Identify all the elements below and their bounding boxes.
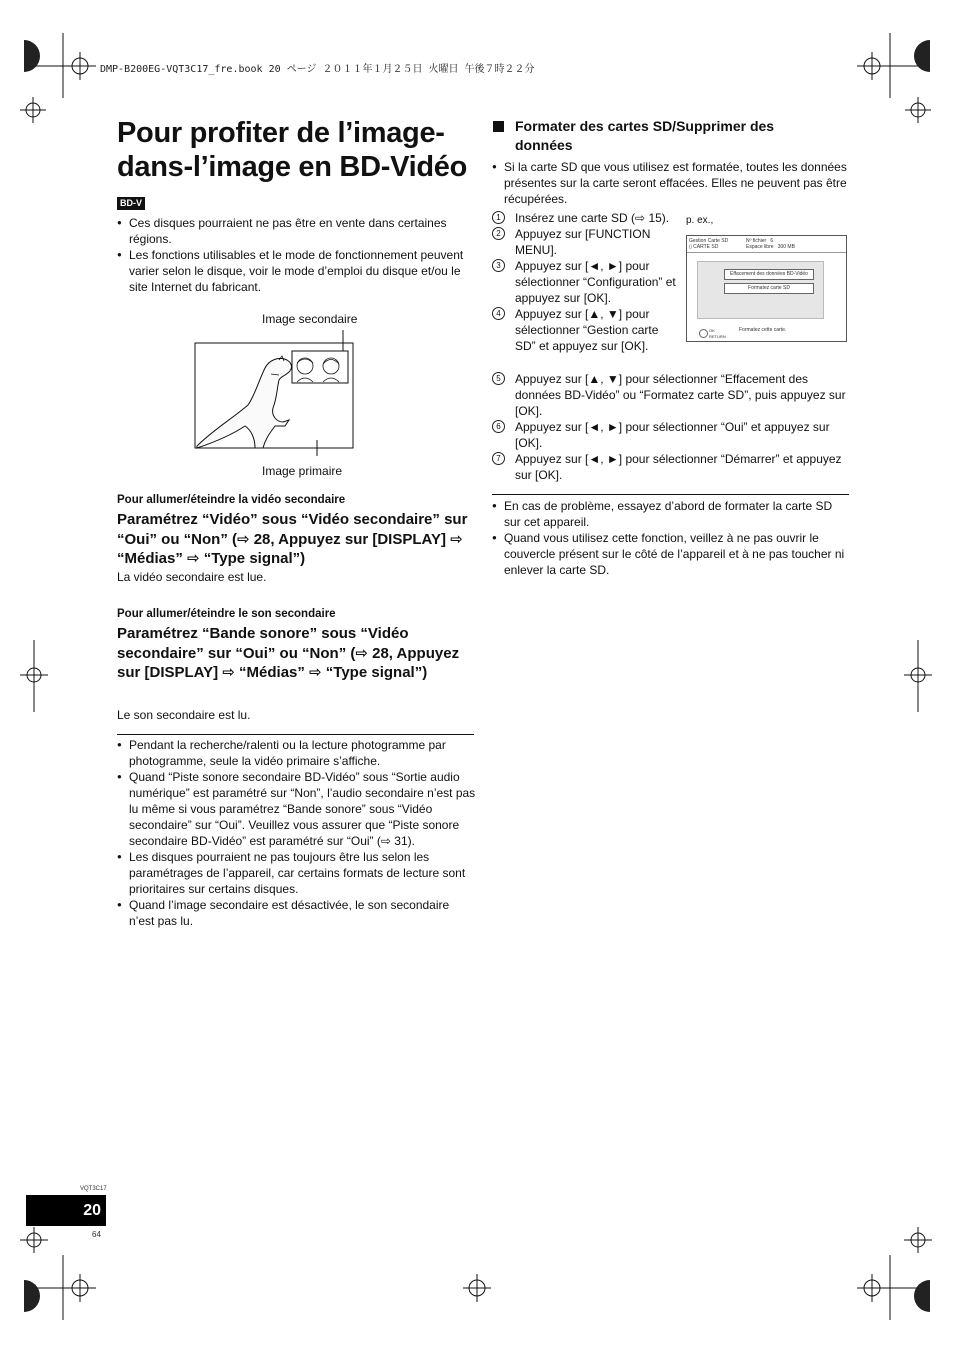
list-item: ● Quand “Piste sonore secondaire BD-Vidéo” sous “Sortie audio numérique” est paramétré sur “Non”, l’audio secondaire n’est pas lu même si vous paramétrez “Bande sonore” sous “Vidéo secondaire” sur “Oui”. Veuillez vous assurer que “Piste sonore secondaire BD-Vidéo” est paramétré sur “Oui” (⇨ 31). bbox=[117, 769, 477, 849]
list-item: ● Si la carte SD que vous utilisez est formatée, toutes les données présentes sur la carte seront effacées. Elles ne peuvent pas être récupérées. bbox=[492, 159, 849, 207]
audio-subheading: Pour allumer/éteindre le son secondaire bbox=[117, 608, 336, 620]
sd-management-screen bbox=[686, 235, 847, 342]
example-label: p. ex., bbox=[686, 215, 714, 226]
screen-space: Espace libre 300 MB bbox=[746, 244, 795, 250]
page-number: 20 bbox=[26, 1195, 106, 1226]
option-format-sd[interactable]: Formatez carte SD bbox=[724, 283, 814, 294]
screen-return-label: RETURN bbox=[709, 334, 726, 339]
list-item: 2 Appuyez sur [FUNCTION MENU]. bbox=[492, 226, 677, 258]
video-result: La vidéo secondaire est lue. bbox=[117, 570, 267, 584]
divider bbox=[117, 734, 474, 735]
option-erase-bd-video[interactable]: Effacement des données BD-Vidéo bbox=[724, 269, 814, 280]
screen-files: Nº fichier 6 bbox=[746, 238, 774, 244]
list-item: ● Quand l’image secondaire est désactivée, le son secondaire n’est pas lu. bbox=[117, 897, 477, 929]
list-item: ● En cas de problème, essayez d’abord de formater la carte SD sur cet appareil. bbox=[492, 498, 849, 530]
section-square-icon bbox=[493, 121, 504, 132]
list-item: ● Les fonctions utilisables et le mode de fonctionnement peuvent varier selon le disque, voir le mode d’emploi du disque et/ou le site Internet du fabricant. bbox=[117, 247, 477, 295]
list-item: 4 Appuyez sur [▲, ▼] pour sélectionner “Gestion carte SD” et appuyez sur [OK]. bbox=[492, 306, 677, 354]
notes-right-list bbox=[492, 498, 849, 578]
audio-instruction: Paramétrez “Bande sonore” sous “Vidéo secondaire” sur “Oui” ou “Non” (⇨ 28, Appuyez sur [DISPLAY] ⇨ “Médias” ⇨ “Type signal”) bbox=[117, 625, 460, 681]
video-instruction: Paramétrez “Vidéo” sous “Vidéo secondaire” sur “Oui” ou “Non” (⇨ 28, Appuyez sur [DISPLAY] ⇨ “Médias” ⇨ “Type signal”) bbox=[117, 511, 468, 567]
figure-label-secondary: Image secondaire bbox=[262, 312, 358, 326]
bd-v-badge: BD-V bbox=[117, 197, 145, 210]
sd-section-heading: Formater des cartes SD/Supprimer des données bbox=[515, 118, 775, 153]
pip-illustration bbox=[193, 330, 357, 456]
screen-title: Gestion Carte SD bbox=[689, 238, 729, 244]
audio-result: Le son secondaire est lu. bbox=[117, 708, 251, 722]
list-item: 3 Appuyez sur [◄, ►] pour sélectionner “Configuration” et appuyez sur [OK]. bbox=[492, 258, 677, 306]
list-item: 1 Insérez une carte SD (⇨ 15). bbox=[492, 210, 677, 226]
list-item: ● Les disques pourraient ne pas toujours être lus selon les paramétrages de l’appareil, car certains formats de lecture sont prioritaires sur certains disques. bbox=[117, 849, 477, 897]
screen-divider bbox=[687, 252, 846, 253]
list-item: ● Pendant la recherche/ralenti ou la lecture photogramme par photogramme, seule la vidéo primaire s’affiche. bbox=[117, 737, 477, 769]
sd-warning-list bbox=[492, 159, 849, 207]
sd-steps-lower bbox=[492, 371, 849, 483]
document-code: VQT3C17 bbox=[80, 1186, 107, 1192]
figure-label-primary: Image primaire bbox=[262, 464, 343, 478]
video-subheading: Pour allumer/éteindre la vidéo secondaire bbox=[117, 494, 346, 506]
page-title: Pour profiter de l’image-dans-l’image en BD-Vidéo bbox=[117, 117, 468, 183]
list-item: 7 Appuyez sur [◄, ►] pour sélectionner “Démarrer” et appuyez sur [OK]. bbox=[492, 451, 849, 483]
list-item: ● Quand vous utilisez cette fonction, veillez à ne pas ouvrir le couvercle présent sur le côté de l’appareil et à ne pas toucher ni enlever la carte SD. bbox=[492, 530, 849, 578]
notes-left-list bbox=[117, 737, 477, 929]
list-item: 5 Appuyez sur [▲, ▼] pour sélectionner “Effacement des données BD-Vidéo” ou “Formatez carte SD”, puis appuyez sur [OK]. bbox=[492, 371, 849, 419]
remote-ok-icon bbox=[699, 329, 708, 338]
list-item: 6 Appuyez sur [◄, ►] pour sélectionner “Oui” et appuyez sur [OK]. bbox=[492, 419, 849, 451]
screen-subtitle: ▯ CARTE SD bbox=[689, 244, 719, 250]
screen-ok-label: OK bbox=[709, 328, 715, 333]
divider bbox=[492, 494, 849, 495]
screen-footer-message: Formatez cette carte. bbox=[739, 327, 787, 333]
print-file-header: DMP-B200EG-VQT3C17_fre.book 20 ページ ２０１１年１月２５日 火曜日 午後７時２２分 bbox=[100, 64, 535, 75]
sub-page-number: 64 bbox=[92, 1230, 101, 1239]
list-item: ● Ces disques pourraient ne pas être en vente dans certaines régions. bbox=[117, 215, 477, 247]
intro-bullet-list bbox=[117, 215, 477, 295]
sd-steps-upper bbox=[492, 210, 677, 354]
